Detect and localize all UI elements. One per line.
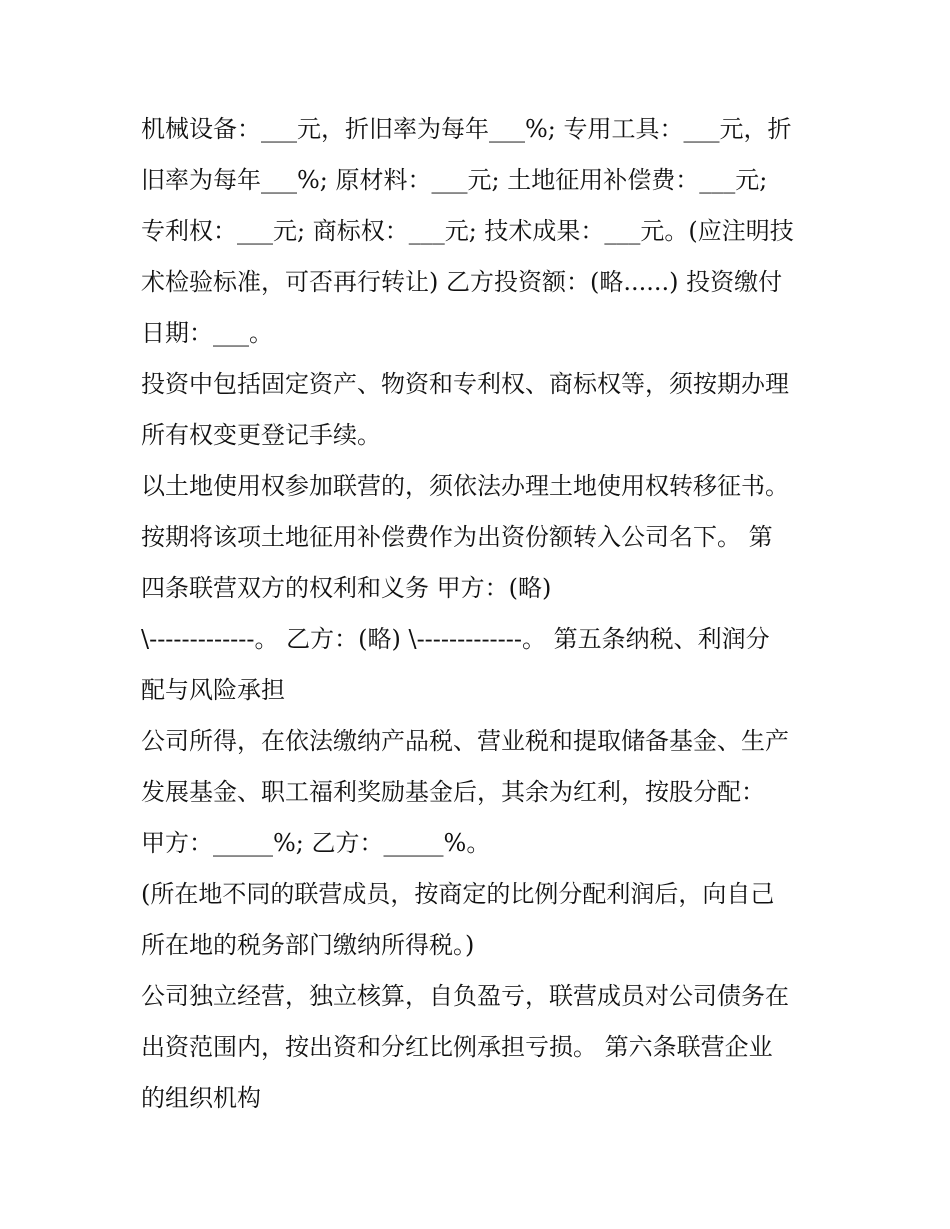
text-line: 四条联营双方的权利和义务 甲方：(略) — [141, 574, 552, 602]
text-line: 旧率为每年___%; 原材料：___元; 土地征用补偿费：___元; — [141, 166, 768, 194]
text-line: 机械设备：___元，折旧率为每年___%; 专用工具：___元，折 — [141, 115, 792, 143]
text-line: 甲方：_____%; 乙方：_____%。 — [141, 829, 491, 857]
text-line: 公司所得，在依法缴纳产品税、营业税和提取储备基金、生产 — [141, 727, 789, 755]
text-line: 专利权：___元; 商标权：___元; 技术成果：___元。(应注明技 — [141, 217, 794, 245]
text-line: 配与风险承担 — [141, 676, 285, 704]
text-line: 术检验标准，可否再行转让) 乙方投资额：(略......) 投资缴付 — [141, 268, 783, 296]
text-line: 日期：___。 — [141, 319, 273, 347]
text-line: 所有权变更登记手续。 — [141, 421, 381, 449]
text-line: 按期将该项土地征用补偿费作为出资份额转入公司名下。 第 — [141, 523, 773, 551]
text-line: 所在地的税务部门缴纳所得税。) — [141, 931, 475, 959]
text-line: 出资范围内，按出资和分红比例承担亏损。 第六条联营企业 — [141, 1033, 773, 1061]
text-line: 公司独立经营，独立核算，自负盈亏，联营成员对公司债务在 — [141, 982, 789, 1010]
text-line: (所在地不同的联营成员，按商定的比例分配利润后，向自己 — [141, 880, 775, 908]
text-line: 投资中包括固定资产、物资和专利权、商标权等，须按期办理 — [141, 370, 789, 398]
document-body — [141, 104, 821, 1124]
text-line: 发展基金、职工福利奖励基金后，其余为红利，按股分配： — [141, 778, 765, 806]
text-line: \-------------。 乙方：(略) \-------------。 第五条纳税、利润分 — [141, 625, 770, 653]
text-line: 的组织机构 — [141, 1084, 261, 1112]
text-line: 以土地使用权参加联营的，须依法办理土地使用权转移征书。 — [141, 472, 789, 500]
